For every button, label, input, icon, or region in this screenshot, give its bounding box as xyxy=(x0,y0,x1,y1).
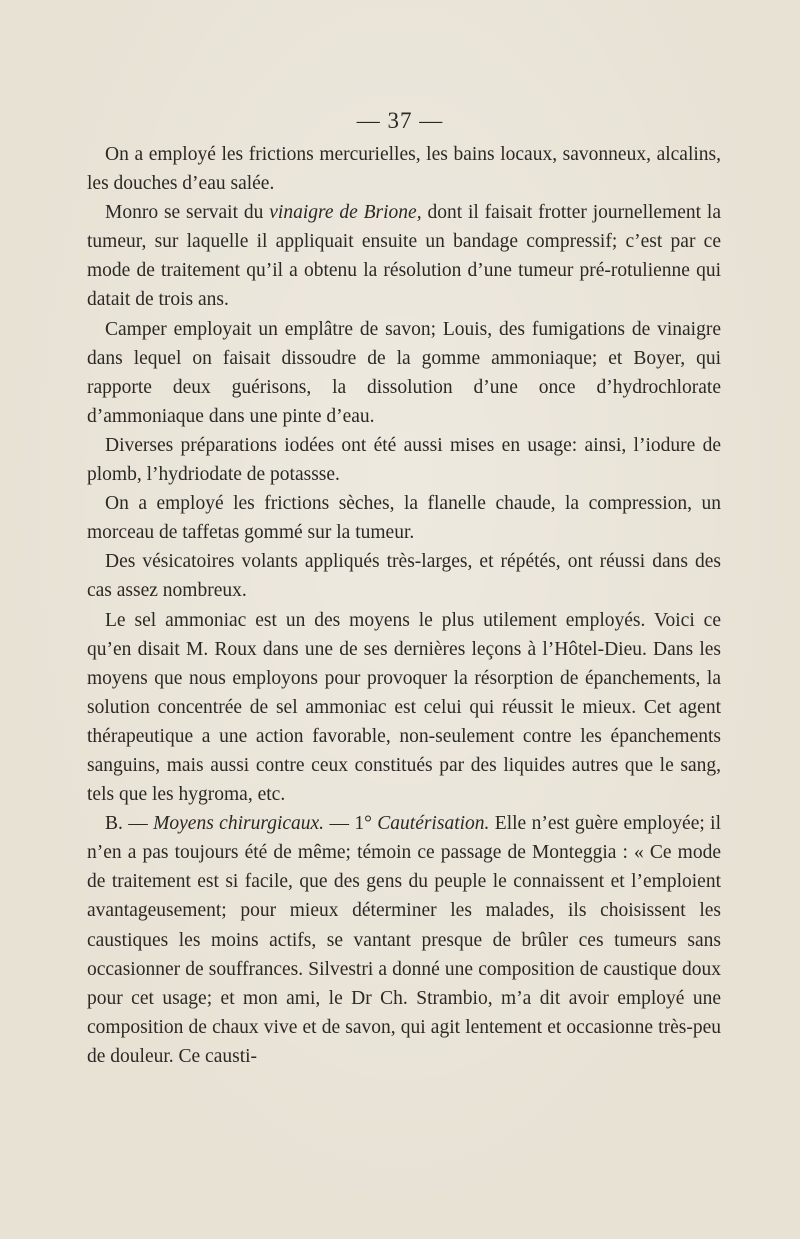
paragraph-3: Camper employait un emplâtre de savon; Louis, des fumigations de vinaigre dans lequel on faisait dissoudre de la gomme ammoniaque; et Boyer, qui rapporte deux guérisons, la dissolution d’une once d’hydrochlorate d’ammoniaque dans une pinte d’eau. xyxy=(87,318,721,427)
paragraph-6: Des vésicatoires volants appliqués très-larges, et répétés, ont réussi dans des cas assez nombreux. xyxy=(87,551,721,602)
paragraph-2-text-start: Monro se servait du xyxy=(105,202,270,224)
paragraph-8-text-mid: — 1° xyxy=(324,813,378,835)
paragraph-2 xyxy=(87,198,721,314)
paragraph-1: On a employé les frictions mercurielles, les bains locaux, savonneux, alcalins, les douches d’eau salée. xyxy=(87,144,721,195)
paragraph-2-italic-term: vinaigre de Brione, xyxy=(269,202,422,224)
paragraph-2-text-end: dont il faisait frotter journellement la tumeur, sur laquelle il appliquait ensuite un bandage compressif; c’est par ce mode de traitement qu’il a obtenu la résolution d’une tumeur pré-rotulienne qui datait de trois ans. xyxy=(87,202,721,311)
paragraph-4: Diverses préparations iodées ont été aussi mises en usage: ainsi, l’iodure de plomb, l’hydriodate de potassse. xyxy=(87,434,721,486)
paragraph-7: Le sel ammoniac est un des moyens le plus utilement employés. Voici ce qu’en disait M. Roux dans une de ses dernières leçons à l’Hôtel-Dieu. Dans les moyens que nous employons pour provoquer la résorption de épanchements, la solution concentrée de sel ammoniac est celui qui réussit le mieux. Cet agent thérapeutique a une action favorable, non-seulement contre les épanchements sanguins, mais aussi contre ceux constitués par des liquides autres que le sang, tels que les hygroma, etc. xyxy=(87,609,721,806)
paragraph-8-italic-subheading: Cautérisation. xyxy=(377,813,490,835)
paragraph-8-text-start: B. — xyxy=(105,813,154,835)
paragraph-8-italic-heading: Moyens chirurgicaux. xyxy=(153,813,325,835)
paragraph-8 xyxy=(87,809,721,1071)
page-number: — 37 — xyxy=(356,108,444,133)
body-text xyxy=(87,140,721,1071)
paragraph-8-text-end: Elle n’est guère employée; il n’en a pas toujours été de même; témoin ce passage de Monteggia : « Ce mode de traitement est si facile, que des gens du peuple le connaissent et l’emploient avantageusement; pour mieux déterminer les malades, ils choisissent les caustiques les moins actifs, se vantant presque de brûler ces tumeurs sans occasionner de souffrances. Silvestri a donné une composition de caustique doux pour cet usage; et mon ami, le Dr Ch. Strambio, m’a dit avoir employé une composition de chaux vive et de savon, qui agit lentement et occasionne très-peu de douleur. Ce causti- xyxy=(87,813,721,1067)
paragraph-5: On a employé les frictions sèches, la flanelle chaude, la compression, un morceau de taffetas gommé sur la tumeur. xyxy=(87,493,721,544)
